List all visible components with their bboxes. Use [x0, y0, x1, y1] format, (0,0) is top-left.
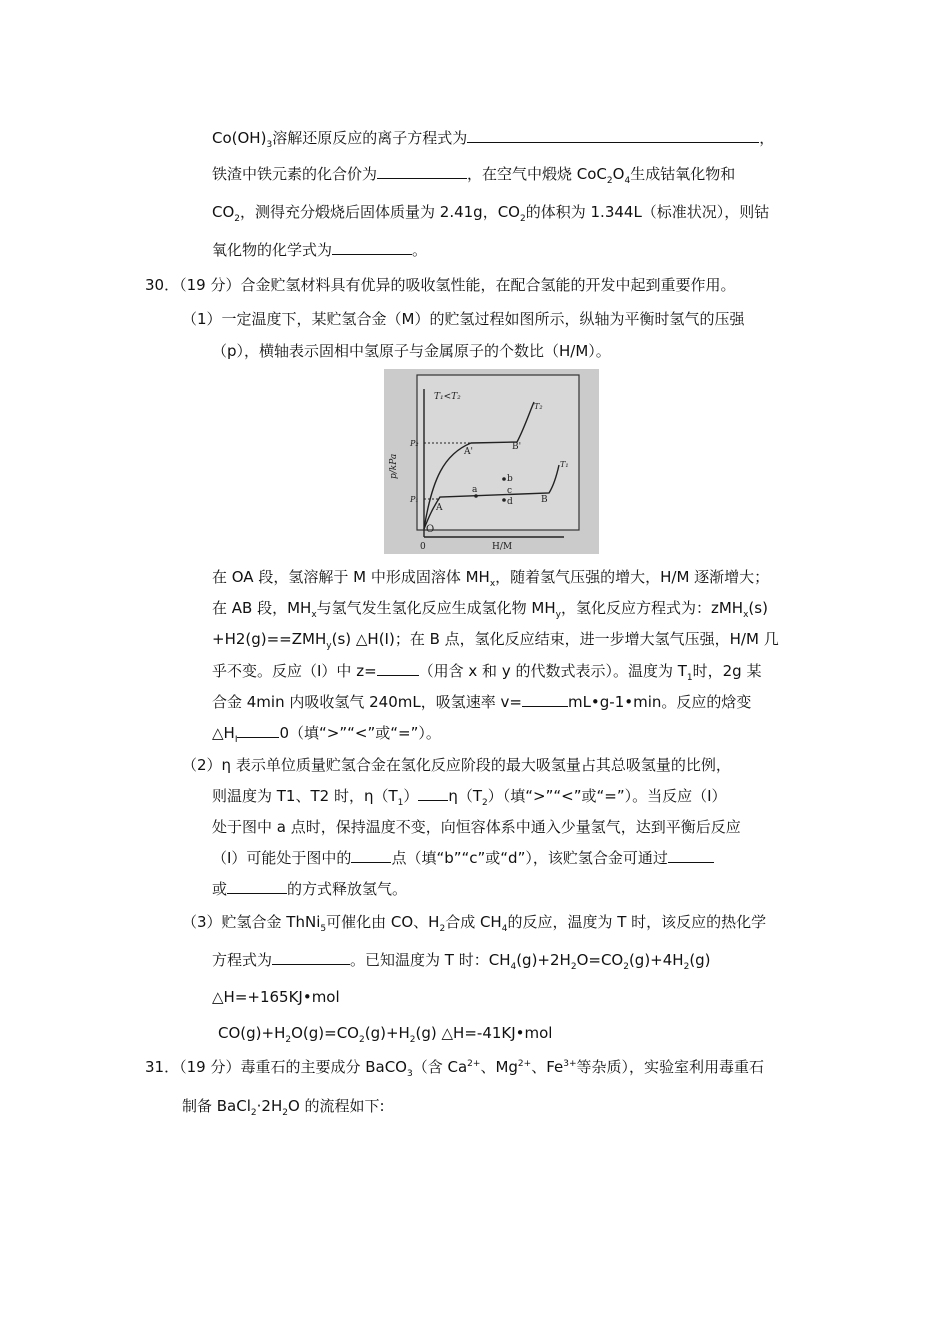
figure-svg: [384, 369, 599, 554]
text-line: △H=+165KJ•mol: [212, 988, 340, 1006]
text-line: $CO(g)+H_2O(g)=CO_2(g)+H_2(g)$ △H=-41KJ•mol: [218, 1024, 553, 1045]
text-line: 氧化物的化学式为 。: [212, 241, 428, 259]
point-a-label: a: [472, 485, 478, 495]
text-line: （p），横轴表示固相中氢原子与金属原子的个数比（H/M）。: [212, 342, 611, 360]
t2-label: T₂: [534, 402, 543, 411]
text-line: $+H2(g)==ZMH_y(s)$ △H(Ⅰ)；在 B 点，氢化反应结束，进一步增大氢气压强，H/M 几: [212, 630, 779, 651]
origin-label: 0: [420, 542, 426, 552]
text-line: 则温度为 T1、T2 时，$\eta(T_1)$ $\eta(T_2)$（填“>”“<”或“=”）。当反应（Ⅰ）: [212, 787, 727, 808]
point-b-prime-label: B': [512, 442, 522, 452]
temperature-note: T₁<T₂: [434, 392, 461, 402]
answer-blank[interactable]: [272, 950, 350, 965]
text-line: $\triangle H_I$ 0（填“>”“<”或“=”）。: [212, 724, 441, 745]
answer-blank[interactable]: [668, 848, 714, 863]
answer-blank[interactable]: [377, 164, 467, 179]
answer-blank[interactable]: [332, 240, 412, 255]
text-line: 制备 $BaCl_2\cdot 2H_2O$ 的流程如下:: [182, 1097, 385, 1118]
point-a-prime-label: A': [464, 447, 473, 457]
y-axis-label: p/kPa: [389, 453, 399, 479]
t1-label: T₁: [560, 460, 569, 469]
text-line: 方程式为 。已知温度为 T 时：$CH_4(g)+2H_2O=CO_2(g)+4H_2(g)$: [212, 951, 711, 972]
answer-blank[interactable]: [467, 128, 759, 143]
point-b-label: b: [507, 474, 513, 484]
answer-blank[interactable]: [351, 848, 391, 863]
text-line: （Ⅰ）可能处于图中的 点（填“b”“c”或“d”），该贮氢合金可通过: [212, 848, 714, 868]
point-b: [502, 477, 506, 481]
answer-blank[interactable]: [418, 786, 448, 801]
point-c-label: c: [507, 486, 513, 496]
answer-blank[interactable]: [377, 661, 419, 676]
point-d-label: d: [507, 497, 513, 507]
point-b-upper-label: B: [541, 495, 548, 505]
point-d: [502, 498, 506, 502]
text-line: （1）一定温度下，某贮氢合金（M）的贮氢过程如图所示，纵轴为平衡时氢气的压强: [182, 310, 745, 328]
question-31-heading: 31．（19 分）毒重石的主要成分 BaCO$_3$（含 $Ca^{2+}$、$Mg^{2+}$、$Fe^{3+}$等杂质），实验室利用毒重石: [145, 1058, 765, 1079]
text-line: （3）贮氢合金 ThNi$_5$可催化由 CO、$H_2$合成 $CH_4$的反应，温度为 T 时，该反应的热化学: [182, 913, 767, 934]
question-30-heading: 30．（19 分）合金贮氢材料具有优异的吸收氢性能，在配合氢能的开发中起到重要作用。: [145, 276, 736, 294]
point-o-label: O: [426, 524, 435, 535]
text-line: 处于图中 a 点时，保持温度不变，向恒容体系中通入少量氢气，达到平衡后反应: [212, 818, 741, 836]
text-line: $CO_2$，测得充分煅烧后固体质量为 2.41g，$CO_2$的体积为 1.344L（标准状况），则钴: [212, 203, 770, 224]
text-line: 合金 4min 内吸收氢气 240mL，吸氢速率 v= mL•g-1•min。反应的焓变: [212, 693, 752, 711]
answer-blank[interactable]: [237, 723, 279, 738]
p1-label: P₁: [410, 495, 419, 504]
text-line: 在 OA 段，氢溶解于 M 中形成固溶体 $MH_x$，随着氢气压强的增大，H/M 逐渐增大；: [212, 568, 770, 589]
text-line: （2）η 表示单位质量贮氢合金在氢化反应阶段的最大吸氢量占其总吸氢量的比例，: [182, 756, 731, 774]
text-line: 在 AB 段，$MH_x$与氢气发生氢化反应生成氢化物 $MH_y$，氢化反应方程式为：zMH$_x$(s): [212, 599, 768, 620]
text-line: $Co(OH)_3$溶解还原反应的离子方程式为 ，: [212, 129, 775, 150]
answer-blank[interactable]: [227, 879, 287, 894]
answer-blank[interactable]: [522, 692, 568, 707]
x-axis-label: H/M: [492, 542, 513, 552]
text-line: 铁渣中铁元素的化合价为 ，在空气中煅烧 $CoC_2O_4$生成钴氧化物和: [212, 165, 736, 186]
pressure-composition-figure: [384, 369, 599, 554]
point-a-upper-label: A: [436, 503, 443, 513]
text-line: 或 的方式释放氢气。: [212, 880, 408, 898]
text-line: 乎不变。反应（Ⅰ）中 z= （用含 x 和 y 的代数式表示）。温度为 $T_1$时，2g 某: [212, 662, 762, 683]
p2-label: P₂: [410, 439, 419, 448]
